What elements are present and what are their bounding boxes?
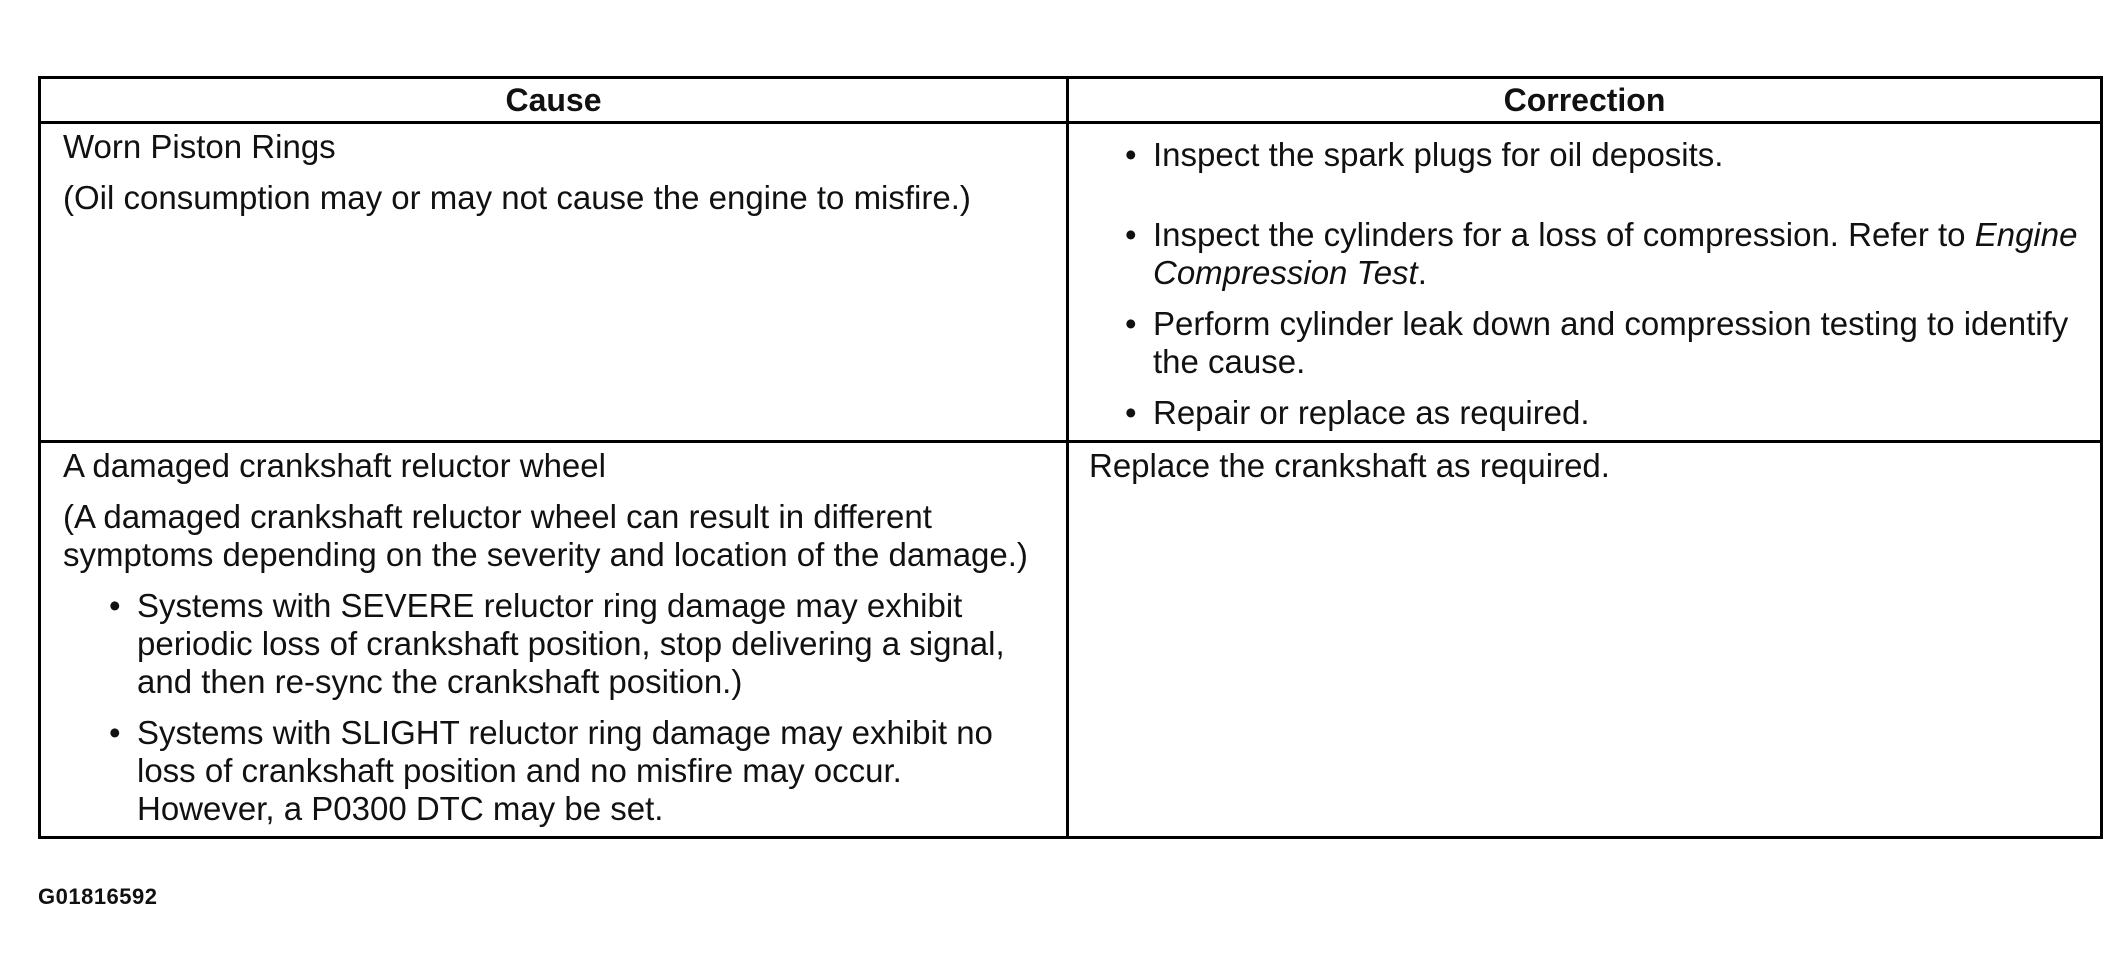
bullet-icon: • [109,587,121,624]
list-item [95,587,1046,701]
figure-id: G01816592 [38,884,158,909]
bullet-icon: • [1125,136,1137,173]
correction-cell-reluctor-wheel [1068,442,2102,838]
reference-engine-compression-test: Engine Compression Test [1153,216,2078,291]
cause-note: (Oil consumption may or may not cause the engine to misfire.) [63,179,971,216]
list-item [1111,136,2080,174]
list-item [1111,216,2080,292]
bullet-icon: • [1125,394,1137,431]
table-row [40,123,2102,442]
bullet-icon: • [1125,216,1137,253]
correction-text: Inspect the cylinders for a loss of compression. Refer to [1153,216,1975,253]
correction-text: Perform cylinder leak down and compression testing to identify the cause. [1153,305,2069,380]
bullet-icon: • [1125,305,1137,342]
cause-cell-worn-piston-rings [40,123,1068,442]
column-header-correction: Correction [1068,78,2102,123]
table-row [40,442,2102,838]
correction-text: Replace the crankshaft as required. [1089,447,1610,484]
cause-title: Worn Piston Rings [63,128,336,165]
cause-note: (A damaged crankshaft reluctor wheel can result in different symptoms depending on the severity and location of the damage.) [63,498,1028,573]
cause-sub-list [95,587,1046,828]
list-item [1111,305,2080,381]
list-item [95,714,1046,828]
cause-detail-text: Systems with SEVERE reluctor ring damage may exhibit periodic loss of crankshaft position, stop delivering a signal, and then re-sync the crankshaft position.) [137,587,1005,700]
list-item [1111,394,2080,432]
column-header-cause: Cause [40,78,1068,123]
reference-suffix: . [1417,254,1427,291]
table-header-row [40,78,2102,123]
correction-text: Inspect the spark plugs for oil deposits. [1153,136,1724,173]
correction-list [1111,136,2080,432]
bullet-icon: • [109,714,121,751]
cause-detail-text: Systems with SLIGHT reluctor ring damage may exhibit no loss of crankshaft position and no misfire may occur. However, a P0300 DTC may be set. [137,714,993,827]
cause-title: A damaged crankshaft reluctor wheel [63,447,606,484]
cause-cell-reluctor-wheel [40,442,1068,838]
cause-correction-table [38,76,2103,839]
correction-cell-worn-piston-rings [1068,123,2102,442]
correction-text: Repair or replace as required. [1153,394,1590,431]
